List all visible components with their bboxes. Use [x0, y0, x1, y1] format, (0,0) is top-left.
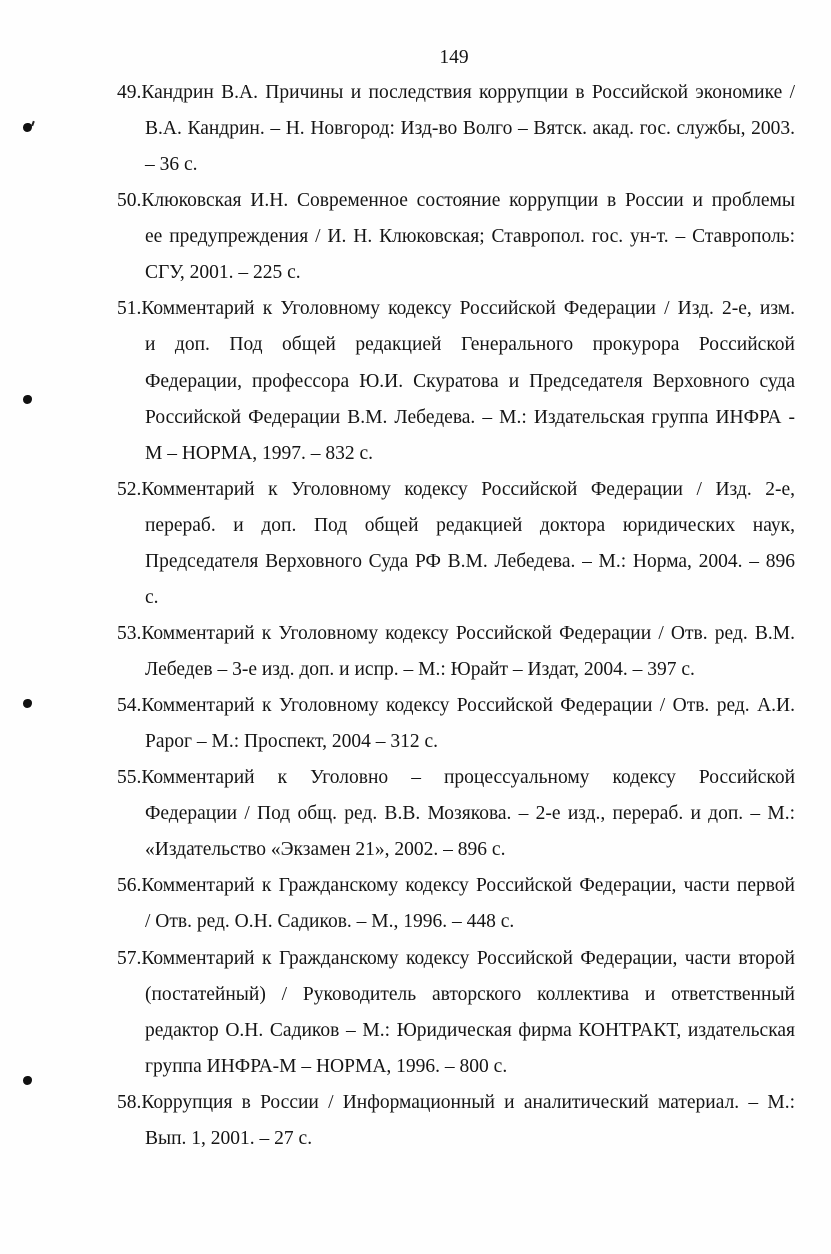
reference-number: 58. [117, 1091, 142, 1113]
reference-number: 52. [117, 478, 142, 500]
reference-line: В.А. Кандрин. – Н. Новгород: Изд-во Волго – Вятск. акад. гос. службы, 2003. [145, 118, 795, 140]
reference-entry-53 [117, 616, 795, 688]
reference-line: Вып. 1, 2001. – 27 с. [145, 1127, 313, 1149]
reference-text: Комментарий к Уголовно – процессуальному кодексу Российской [141, 767, 795, 789]
reference-number: 49. [117, 82, 142, 103]
reference-line [117, 291, 795, 327]
reference-line [117, 760, 795, 796]
reference-entry-49 [117, 75, 795, 183]
reference-line [117, 941, 795, 977]
reference-line [117, 75, 795, 111]
reference-entry-55 [117, 760, 795, 868]
reference-line: Федерации, профессора Ю.И. Скуратова и Председателя Верховного суда [145, 370, 795, 392]
reference-entry-57 [117, 941, 795, 1085]
scan-speck [23, 395, 32, 404]
reference-text: Комментарий к Гражданскому кодексу Российской Федерации, части первой [141, 875, 795, 897]
reference-number: 54. [117, 695, 142, 717]
reference-line: Председателя Верховного Суда РФ В.М. Лебедева. – М.: Норма, 2004. – 896 [145, 550, 795, 572]
reference-line: и доп. Под общей редакцией Генерального прокурора Российской [145, 334, 795, 356]
reference-number: 51. [117, 298, 142, 320]
reference-number: 53. [117, 622, 142, 644]
reference-line [117, 688, 795, 724]
reference-text: Комментарий к Уголовному кодексу Российской Федерации / Отв. ред. В.М. [141, 622, 795, 644]
reference-entry-50 [117, 183, 795, 291]
reference-text: Комментарий к Гражданскому кодексу Российской Федерации, части второй [141, 947, 795, 969]
reference-line: Федерации / Под общ. ред. В.В. Мозякова. – 2-е изд., перераб. и доп. – М.: [145, 803, 795, 825]
reference-entry-56 [117, 868, 795, 940]
scan-speck [23, 1076, 32, 1085]
reference-text: Коррупция в России / Информационный и аналитический материал. – М.: [141, 1091, 795, 1113]
reference-entry-51 [117, 291, 795, 471]
reference-number: 50. [117, 190, 142, 212]
reference-line: с. [145, 586, 159, 608]
reference-number: 57. [117, 947, 142, 969]
reference-text: Кандрин В.А. Причины и последствия коррупции в Российской экономике / [141, 82, 795, 103]
reference-line: группа ИНФРА-М – НОРМА, 1996. – 800 с. [145, 1055, 508, 1077]
scan-speck [23, 123, 32, 132]
reference-line: М – НОРМА, 1997. – 832 с. [145, 442, 374, 464]
scan-speck [23, 699, 32, 708]
reference-line [117, 472, 795, 508]
reference-list [117, 75, 795, 1157]
reference-line: – 36 с. [145, 154, 198, 176]
reference-line: Российской Федерации В.М. Лебедева. – М.: Издательская группа ИНФРА - [145, 406, 795, 428]
reference-line: ее предупреждения / И. Н. Клюковская; Ставропол. гос. ун-т. – Ставрополь: [145, 226, 795, 248]
page-number: 149 [439, 47, 469, 68]
reference-line [117, 868, 795, 904]
reference-text: Клюковская И.Н. Современное состояние коррупции в России и проблемы [141, 190, 795, 212]
reference-line: (постатейный) / Руководитель авторского коллектива и ответственный [145, 983, 795, 1005]
reference-line: / Отв. ред. О.Н. Садиков. – М., 1996. – 448 с. [145, 911, 515, 933]
reference-line [117, 183, 795, 219]
reference-number: 56. [117, 875, 142, 897]
reference-entry-54 [117, 688, 795, 760]
reference-entry-58 [117, 1085, 795, 1157]
reference-number: 55. [117, 767, 142, 789]
reference-line: Лебедев – 3-е изд. доп. и испр. – М.: Юрайт – Издат, 2004. – 397 с. [145, 659, 695, 680]
reference-entry-52 [117, 472, 795, 616]
reference-text: Комментарий к Уголовному кодексу Российской Федерации / Изд. 2-е, изм. [141, 298, 795, 320]
reference-text: Комментарий к Уголовному кодексу Российской Федерации / Изд. 2-е, [141, 478, 795, 500]
reference-text: Комментарий к Уголовному кодексу Российской Федерации / Отв. ред. А.И. [141, 695, 795, 717]
reference-line: редактор О.Н. Садиков – М.: Юридическая фирма КОНТРАКТ, издательская [145, 1019, 795, 1041]
reference-line: «Издательство «Экзамен 21», 2002. – 896 с. [145, 839, 506, 861]
reference-line: СГУ, 2001. – 225 с. [145, 262, 301, 284]
reference-line: перераб. и доп. Под общей редакцией доктора юридических наук, [145, 514, 795, 536]
reference-line [117, 616, 795, 652]
reference-line: Рарог – М.: Проспект, 2004 – 312 с. [145, 731, 438, 753]
reference-line [117, 1085, 795, 1121]
